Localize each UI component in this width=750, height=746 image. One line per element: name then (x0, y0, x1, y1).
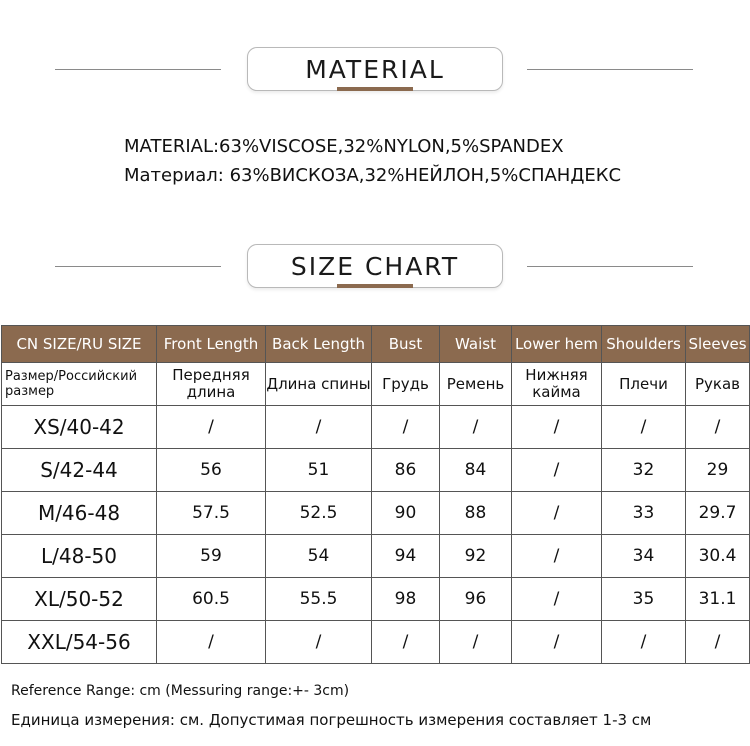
divider-line (527, 69, 693, 70)
ru-header-cell: Длина спины (266, 363, 372, 406)
table-cell: 33 (602, 492, 686, 535)
table-cell: 88 (440, 492, 512, 535)
table-cell: 55.5 (266, 578, 372, 621)
table-cell: / (512, 406, 602, 449)
material-line-en: MATERIAL:63%VISCOSE,32%NYLON,5%SPANDEX (124, 136, 564, 157)
table-cell: 96 (440, 578, 512, 621)
table-cell: 51 (266, 449, 372, 492)
ru-header-cell: Плечи (602, 363, 686, 406)
table-row (2, 535, 750, 578)
table-cell: / (686, 406, 750, 449)
ru-header-cell: Размер/Российский размер (2, 363, 157, 406)
table-cell: / (157, 406, 266, 449)
ru-header-cell: Рукав (686, 363, 750, 406)
size-chart-heading (0, 244, 750, 290)
ru-header-cell: Грудь (372, 363, 440, 406)
table-cell: / (512, 449, 602, 492)
table-cell: 54 (266, 535, 372, 578)
table-cell: / (512, 492, 602, 535)
size-cell: L/48-50 (2, 535, 157, 578)
size-chart-title: SIZE CHART (247, 244, 503, 288)
table-cell: 29 (686, 449, 750, 492)
table-cell: 84 (440, 449, 512, 492)
table-cell: / (512, 621, 602, 664)
table-cell: / (686, 621, 750, 664)
table-cell: / (372, 406, 440, 449)
table-row (2, 578, 750, 621)
table-cell: 86 (372, 449, 440, 492)
header-cell: Shoulders (602, 326, 686, 363)
divider-line (55, 69, 221, 70)
table-cell: / (266, 621, 372, 664)
header-cell: Waist (440, 326, 512, 363)
table-row (2, 621, 750, 664)
divider-line (527, 266, 693, 267)
size-cell: XXL/54-56 (2, 621, 157, 664)
ru-header-cell: Ремень (440, 363, 512, 406)
size-cell: XS/40-42 (2, 406, 157, 449)
table-cell: 57.5 (157, 492, 266, 535)
divider-line (55, 266, 221, 267)
table-cell: / (440, 621, 512, 664)
table-cell: 31.1 (686, 578, 750, 621)
table-cell: 94 (372, 535, 440, 578)
size-chart-table (1, 325, 750, 664)
table-row (2, 492, 750, 535)
table-cell: / (440, 406, 512, 449)
table-cell: / (602, 406, 686, 449)
table-row (2, 406, 750, 449)
table-ru-header-row (2, 363, 750, 406)
table-cell: / (512, 578, 602, 621)
title-accent-bar (337, 87, 413, 91)
table-cell: 92 (440, 535, 512, 578)
table-cell: 34 (602, 535, 686, 578)
footer-measurement-note: Единица измерения: см. Допустимая погрешность измерения составляет 1-3 см (11, 711, 652, 729)
ru-header-cell: Передняя длина (157, 363, 266, 406)
header-cell: Bust (372, 326, 440, 363)
material-title: MATERIAL (247, 47, 503, 91)
table-row (2, 449, 750, 492)
table-cell: / (266, 406, 372, 449)
table-cell: / (372, 621, 440, 664)
table-cell: 98 (372, 578, 440, 621)
header-cell: Lower hem (512, 326, 602, 363)
footer-reference-range: Reference Range: cm (Messuring range:+- 3cm) (11, 683, 350, 699)
ru-header-cell: Нижняя кайма (512, 363, 602, 406)
table-cell: 52.5 (266, 492, 372, 535)
table-cell: 35 (602, 578, 686, 621)
material-line-ru: Материал: 63%ВИСКОЗА,32%НЕЙЛОН,5%СПАНДЕКС (124, 165, 622, 186)
header-cell: Back Length (266, 326, 372, 363)
table-cell: / (512, 535, 602, 578)
header-cell: Sleeves (686, 326, 750, 363)
header-cell: CN SIZE/RU SIZE (2, 326, 157, 363)
table-cell: 59 (157, 535, 266, 578)
table-cell: 30.4 (686, 535, 750, 578)
table-cell: / (157, 621, 266, 664)
table-cell: 29.7 (686, 492, 750, 535)
size-cell: S/42-44 (2, 449, 157, 492)
table-cell: 60.5 (157, 578, 266, 621)
table-cell: 56 (157, 449, 266, 492)
size-cell: M/46-48 (2, 492, 157, 535)
title-accent-bar (337, 284, 413, 288)
header-cell: Front Length (157, 326, 266, 363)
table-header-row (2, 326, 750, 363)
material-heading (0, 47, 750, 93)
size-cell: XL/50-52 (2, 578, 157, 621)
table-cell: 32 (602, 449, 686, 492)
table-cell: 90 (372, 492, 440, 535)
table-cell: / (602, 621, 686, 664)
